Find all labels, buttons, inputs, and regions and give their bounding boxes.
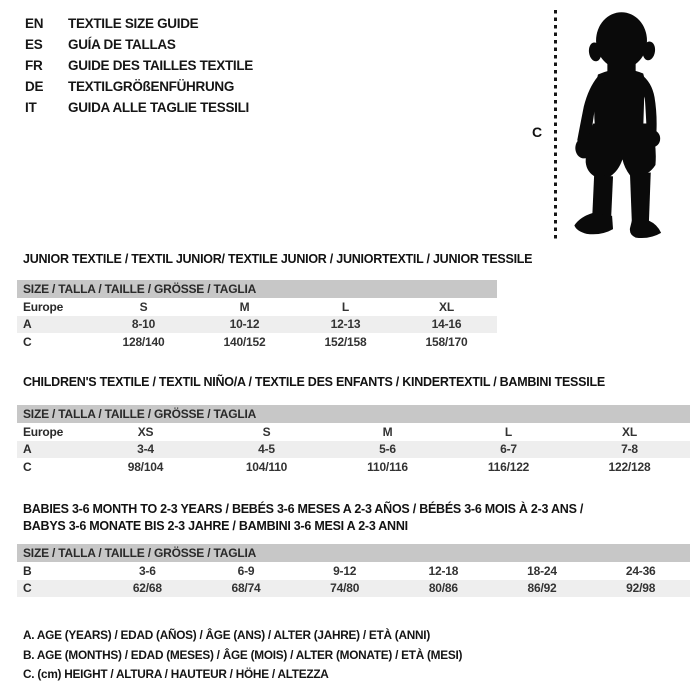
height-cell: 74/80 bbox=[330, 581, 360, 596]
height-cell: 104/110 bbox=[245, 459, 288, 474]
lang-code: FR bbox=[25, 58, 43, 73]
height-cell: 128/140 bbox=[122, 334, 165, 349]
lang-code: DE bbox=[25, 79, 44, 94]
babies-title-line2: BABYS 3-6 MONATE BIS 2-3 JAHRE / BAMBINI 3-6 MESI A 2-3 ANNI bbox=[23, 519, 408, 533]
row-label: C bbox=[23, 581, 32, 596]
toddler-silhouette-icon bbox=[564, 4, 696, 244]
children-section-title: CHILDREN'S TEXTILE / TEXTIL NIÑO/A / TEXTILE DES ENFANTS / KINDERTEXTIL / BAMBINI TESSILE bbox=[23, 375, 605, 389]
size-cell: L bbox=[504, 424, 513, 439]
age-cell: 6-7 bbox=[500, 442, 517, 457]
lang-label: GUIDA ALLE TAGLIE TESSILI bbox=[68, 100, 249, 115]
height-measure-label: C bbox=[532, 124, 543, 140]
junior-section-title: JUNIOR TEXTILE / TEXTIL JUNIOR/ TEXTILE JUNIOR / JUNIORTEXTIL / JUNIOR TESSILE bbox=[23, 252, 533, 266]
lang-row-it bbox=[25, 97, 253, 118]
lang-label: TEXTILGRÖßENFÜHRUNG bbox=[68, 79, 235, 94]
size-cell: L bbox=[341, 299, 350, 314]
height-cell: 122/128 bbox=[608, 459, 651, 474]
size-cell: XL bbox=[439, 299, 454, 314]
height-dashed-line bbox=[554, 10, 557, 242]
junior-size-table bbox=[17, 280, 497, 351]
row-label: C bbox=[23, 334, 32, 349]
height-cell: 116/122 bbox=[487, 459, 530, 474]
size-cell: M bbox=[239, 299, 250, 314]
lang-label: GUIDE DES TAILLES TEXTILE bbox=[68, 58, 254, 73]
age-cell: 4-5 bbox=[258, 442, 275, 457]
lang-label: GUÍA DE TALLAS bbox=[68, 37, 176, 52]
height-cell: 92/98 bbox=[626, 581, 656, 596]
height-cell: 86/92 bbox=[527, 581, 557, 596]
row-label: C bbox=[23, 459, 32, 474]
babies-section-title bbox=[23, 501, 583, 535]
months-cell: 6-9 bbox=[237, 563, 255, 578]
table-row-months bbox=[17, 562, 690, 580]
months-cell: 24-36 bbox=[625, 563, 656, 578]
lang-label: TEXTILE SIZE GUIDE bbox=[68, 16, 199, 31]
height-cell: 158/170 bbox=[425, 334, 468, 349]
row-label: Europe bbox=[23, 299, 64, 314]
row-label: A bbox=[23, 442, 32, 457]
height-cell: 110/116 bbox=[367, 459, 408, 474]
height-cell: 152/158 bbox=[324, 334, 367, 349]
footnote-age-months: B. AGE (MONTHS) / EDAD (MESES) / ÂGE (MOIS) / ALTER (MONATE) / ETÀ (MESI) bbox=[23, 647, 463, 662]
height-cell: 62/68 bbox=[132, 581, 162, 596]
age-cell: 14-16 bbox=[431, 317, 462, 332]
age-cell: 7-8 bbox=[621, 442, 638, 457]
age-cell: 12-13 bbox=[330, 317, 361, 332]
age-cell: 3-4 bbox=[137, 442, 154, 457]
lang-row-es bbox=[25, 34, 253, 55]
lang-row-fr bbox=[25, 55, 253, 76]
table-row-europe bbox=[17, 298, 497, 316]
size-header-bar: SIZE / TALLA / TAILLE / GRÖSSE / TAGLIA bbox=[17, 280, 497, 298]
size-header-bar: SIZE / TALLA / TAILLE / GRÖSSE / TAGLIA bbox=[17, 405, 690, 423]
lang-code: ES bbox=[25, 37, 43, 52]
months-cell: 9-12 bbox=[333, 563, 357, 578]
size-header-bar: SIZE / TALLA / TAILLE / GRÖSSE / TAGLIA bbox=[17, 544, 690, 562]
age-cell: 10-12 bbox=[229, 317, 260, 332]
row-label: Europe bbox=[23, 424, 64, 439]
table-row-height bbox=[17, 580, 690, 598]
size-cell: M bbox=[382, 424, 393, 439]
height-cell: 140/152 bbox=[223, 334, 266, 349]
child-figure bbox=[520, 0, 700, 252]
footnote-height-cm: C. (cm) HEIGHT / ALTURA / HAUTEUR / HÖHE / ALTEZZA bbox=[23, 667, 329, 681]
size-cell: S bbox=[139, 299, 148, 314]
row-label: A bbox=[23, 317, 32, 332]
height-cell: 68/74 bbox=[231, 581, 261, 596]
table-row-age bbox=[17, 316, 497, 334]
months-cell: 12-18 bbox=[428, 563, 459, 578]
size-cell: XS bbox=[137, 424, 154, 439]
lang-code: EN bbox=[25, 16, 44, 31]
age-cell: 5-6 bbox=[379, 442, 396, 457]
lang-code: IT bbox=[25, 100, 37, 115]
lang-row-en bbox=[25, 13, 253, 34]
babies-size-table bbox=[17, 544, 690, 597]
table-row-height bbox=[17, 333, 497, 351]
months-cell: 3-6 bbox=[138, 563, 156, 578]
legend-footnotes bbox=[23, 626, 462, 685]
lang-row-de bbox=[25, 76, 253, 97]
size-cell: S bbox=[262, 424, 271, 439]
height-cell: 98/104 bbox=[127, 459, 164, 474]
months-cell: 18-24 bbox=[527, 563, 557, 578]
table-row-age bbox=[17, 441, 690, 459]
height-cell: 80/86 bbox=[428, 581, 458, 596]
babies-title-line1: BABIES 3-6 MONTH TO 2-3 YEARS / BEBÉS 3-6 MESES A 2-3 AÑOS / BÉBÉS 3-6 MOIS À 2-3 ANS / bbox=[23, 502, 584, 516]
language-list bbox=[25, 13, 253, 118]
size-cell: XL bbox=[622, 424, 637, 439]
row-label: B bbox=[23, 563, 32, 578]
table-row-height bbox=[17, 458, 690, 476]
children-size-table bbox=[17, 405, 690, 476]
table-row-europe bbox=[17, 423, 690, 441]
age-cell: 8-10 bbox=[131, 317, 156, 332]
footnote-age-years: A. AGE (YEARS) / EDAD (AÑOS) / ÂGE (ANS) / ALTER (JAHRE) / ETÀ (ANNI) bbox=[23, 628, 430, 642]
